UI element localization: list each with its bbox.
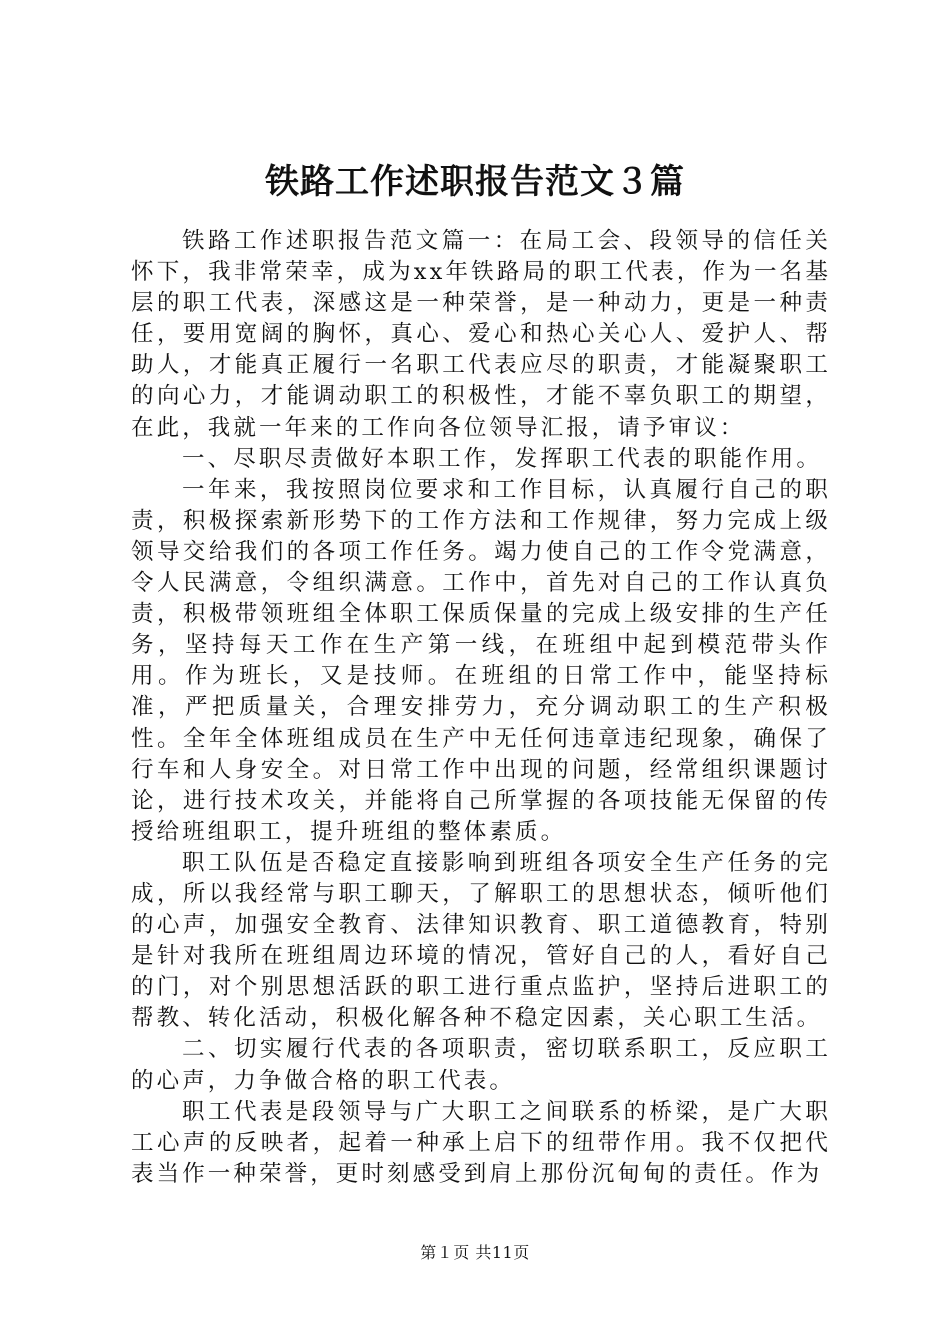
document-body xyxy=(131,226,831,1190)
document-title: 铁路工作述职报告范文３篇 xyxy=(265,162,685,202)
section-heading-1: 一、尽职尽责做好本职工作，发挥职工代表的职能作用。 xyxy=(182,445,823,472)
paragraph-representative: 职工代表是段领导与广大职工之间联系的桥梁，是广大职工心声的反映者，起着一种承上启下的纽带作用。我不仅把代表当作一种荣誉，更时刻感受到肩上那份沉甸甸的责任。作为 xyxy=(131,1098,831,1187)
page-footer: 第１页 共11页 xyxy=(420,1243,530,1262)
section-heading-2: 二、切实履行代表的各项职责，密切联系职工，反应职工的心声，力争做合格的职工代表。 xyxy=(131,1036,831,1094)
paragraph-team-stability: 职工队伍是否稳定直接影响到班组各项安全生产任务的完成，所以我经常与职工聊天，了解职工的思想状态，倾听他们的心声，加强安全教育、法律知识教育、职工道德教育，特别是针对我所在班组周边环境的情况，管好自己的人，看好自己的门，对个别思想活跃的职工进行重点监护，坚持后进职工的帮教、转化活动，积极化解各种不稳定因素，关心职工生活。 xyxy=(131,849,831,1032)
paragraph-intro: 铁路工作述职报告范文篇一：在局工会、段领导的信任关怀下，我非常荣幸，成为xx年铁路局的职工代表，作为一名基层的职工代表，深感这是一种荣誉，是一种动力，更是一种责任，要用宽阔的胸怀，真心、爱心和热心关心人、爱护人、帮助人，才能真正履行一名职工代表应尽的职责，才能凝聚职工的向心力，才能调动职工的积极性，才能不辜负职工的期望，在此，我就一年来的工作向各位领导汇报，请予审议： xyxy=(131,228,831,441)
paragraph-duties: 一年来，我按照岗位要求和工作目标，认真履行自己的职责，积极探索新形势下的工作方法和工作规律，努力完成上级领导交给我们的各项工作任务。竭力使自己的工作令党满意，令人民满意，令组织满意。工作中，首先对自己的工作认真负责，积极带领班组全体职工保质保量的完成上级安排的生产任务，坚持每天工作在生产第一线，在班组中起到模范带头作用。作为班长，又是技师。在班组的日常工作中，能坚持标准，严把质量关，合理安排劳力，充分调动职工的生产积极性。全年全体班组成员在生产中无任何违章违纪现象，确保了行车和人身安全。对日常工作中出现的问题，经常组织课题讨论，进行技术攻关，并能将自己所掌握的各项技能无保留的传授给班组职工，提升班组的整体素质。 xyxy=(131,476,831,845)
